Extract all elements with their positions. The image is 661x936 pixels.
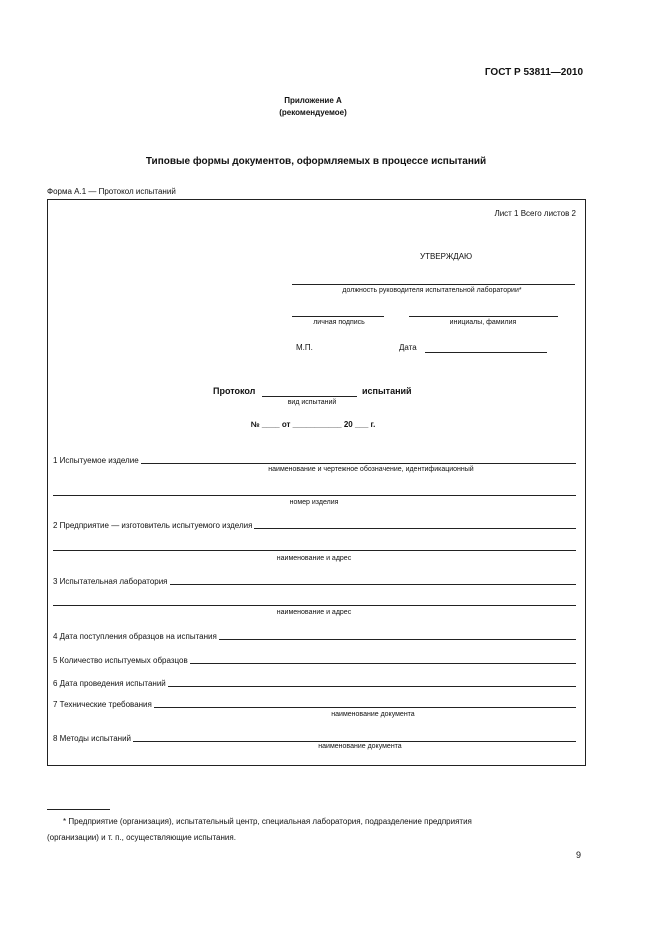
- item-7-caption: наименование документа: [331, 711, 415, 718]
- tests-word: испытаний: [362, 386, 412, 396]
- position-caption: должность руководителя испытательной лаборатории*: [342, 287, 522, 294]
- item-3-row: [53, 574, 576, 586]
- test-type-caption: вид испытаний: [287, 399, 337, 406]
- item-7-label: 7 Технические требования: [53, 700, 152, 709]
- item-3-label: 3 Испытательная лаборатория: [53, 577, 168, 586]
- approve-label: УТВЕРЖДАЮ: [420, 252, 473, 261]
- appendix-title: Приложение А: [284, 96, 342, 105]
- item-5-label: 5 Количество испытуемых образцов: [53, 656, 188, 665]
- item-2-caption: наименование и адрес: [276, 555, 352, 562]
- footnote-line-1: * Предприятие (организация), испытательный центр, специальная лаборатория, подразделение предприятия: [63, 817, 472, 826]
- item-2-label: 2 Предприятие — изготовитель испытуемого изделия: [53, 521, 253, 530]
- item-1-row: [53, 453, 576, 465]
- date-label: Дата: [399, 343, 417, 352]
- item-7-row: [53, 697, 576, 709]
- item-1-caption-2: номер изделия: [289, 499, 339, 506]
- item-8-caption: наименование документа: [318, 743, 402, 750]
- protocol-number-line: № ____ от ___________ 20 ___ г.: [250, 420, 376, 429]
- date-line: [425, 352, 547, 353]
- item-4-label: 4 Дата поступления образцов на испытания: [53, 632, 217, 641]
- item-4-row: [53, 629, 576, 641]
- appendix-subtitle: (рекомендуемое): [279, 108, 347, 117]
- item-2-row: [53, 518, 576, 530]
- item-3-caption: наименование и адрес: [276, 609, 352, 616]
- item-8-row: [53, 731, 576, 743]
- footnote-line-2: (организации) и т. п., осуществляющие испытания.: [47, 833, 236, 842]
- initials-line: [409, 316, 558, 317]
- page-number: 9: [575, 850, 581, 860]
- standard-code: ГОСТ Р 53811—2010: [484, 67, 583, 78]
- sheet-info: Лист 1 Всего листов 2: [494, 209, 576, 218]
- item-6-row: [53, 676, 576, 688]
- protocol-word: Протокол: [213, 386, 256, 396]
- item-1-caption: наименование и чертежное обозначение, идентификационный: [268, 466, 474, 473]
- section-title: Типовые формы документов, оформляемых в процессе испытаний: [145, 156, 487, 167]
- stamp-label: М.П.: [296, 343, 313, 352]
- initials-caption: инициалы, фамилия: [449, 319, 517, 326]
- signature-line: [292, 316, 384, 317]
- signature-caption: личная подпись: [313, 319, 365, 326]
- position-line: [292, 284, 575, 285]
- item-3-extra-line: [53, 605, 576, 606]
- item-5-row: [53, 653, 576, 665]
- item-1-extra-line: [53, 495, 576, 496]
- item-1-label: 1 Испытуемое изделие: [53, 456, 139, 465]
- item-2-extra-line: [53, 550, 576, 551]
- item-6-label: 6 Дата проведения испытаний: [53, 679, 166, 688]
- item-8-label: 8 Методы испытаний: [53, 734, 132, 743]
- protocol-type-line: [262, 396, 357, 397]
- form-caption: Форма А.1 — Протокол испытаний: [47, 187, 176, 196]
- footnote-separator: [47, 809, 110, 810]
